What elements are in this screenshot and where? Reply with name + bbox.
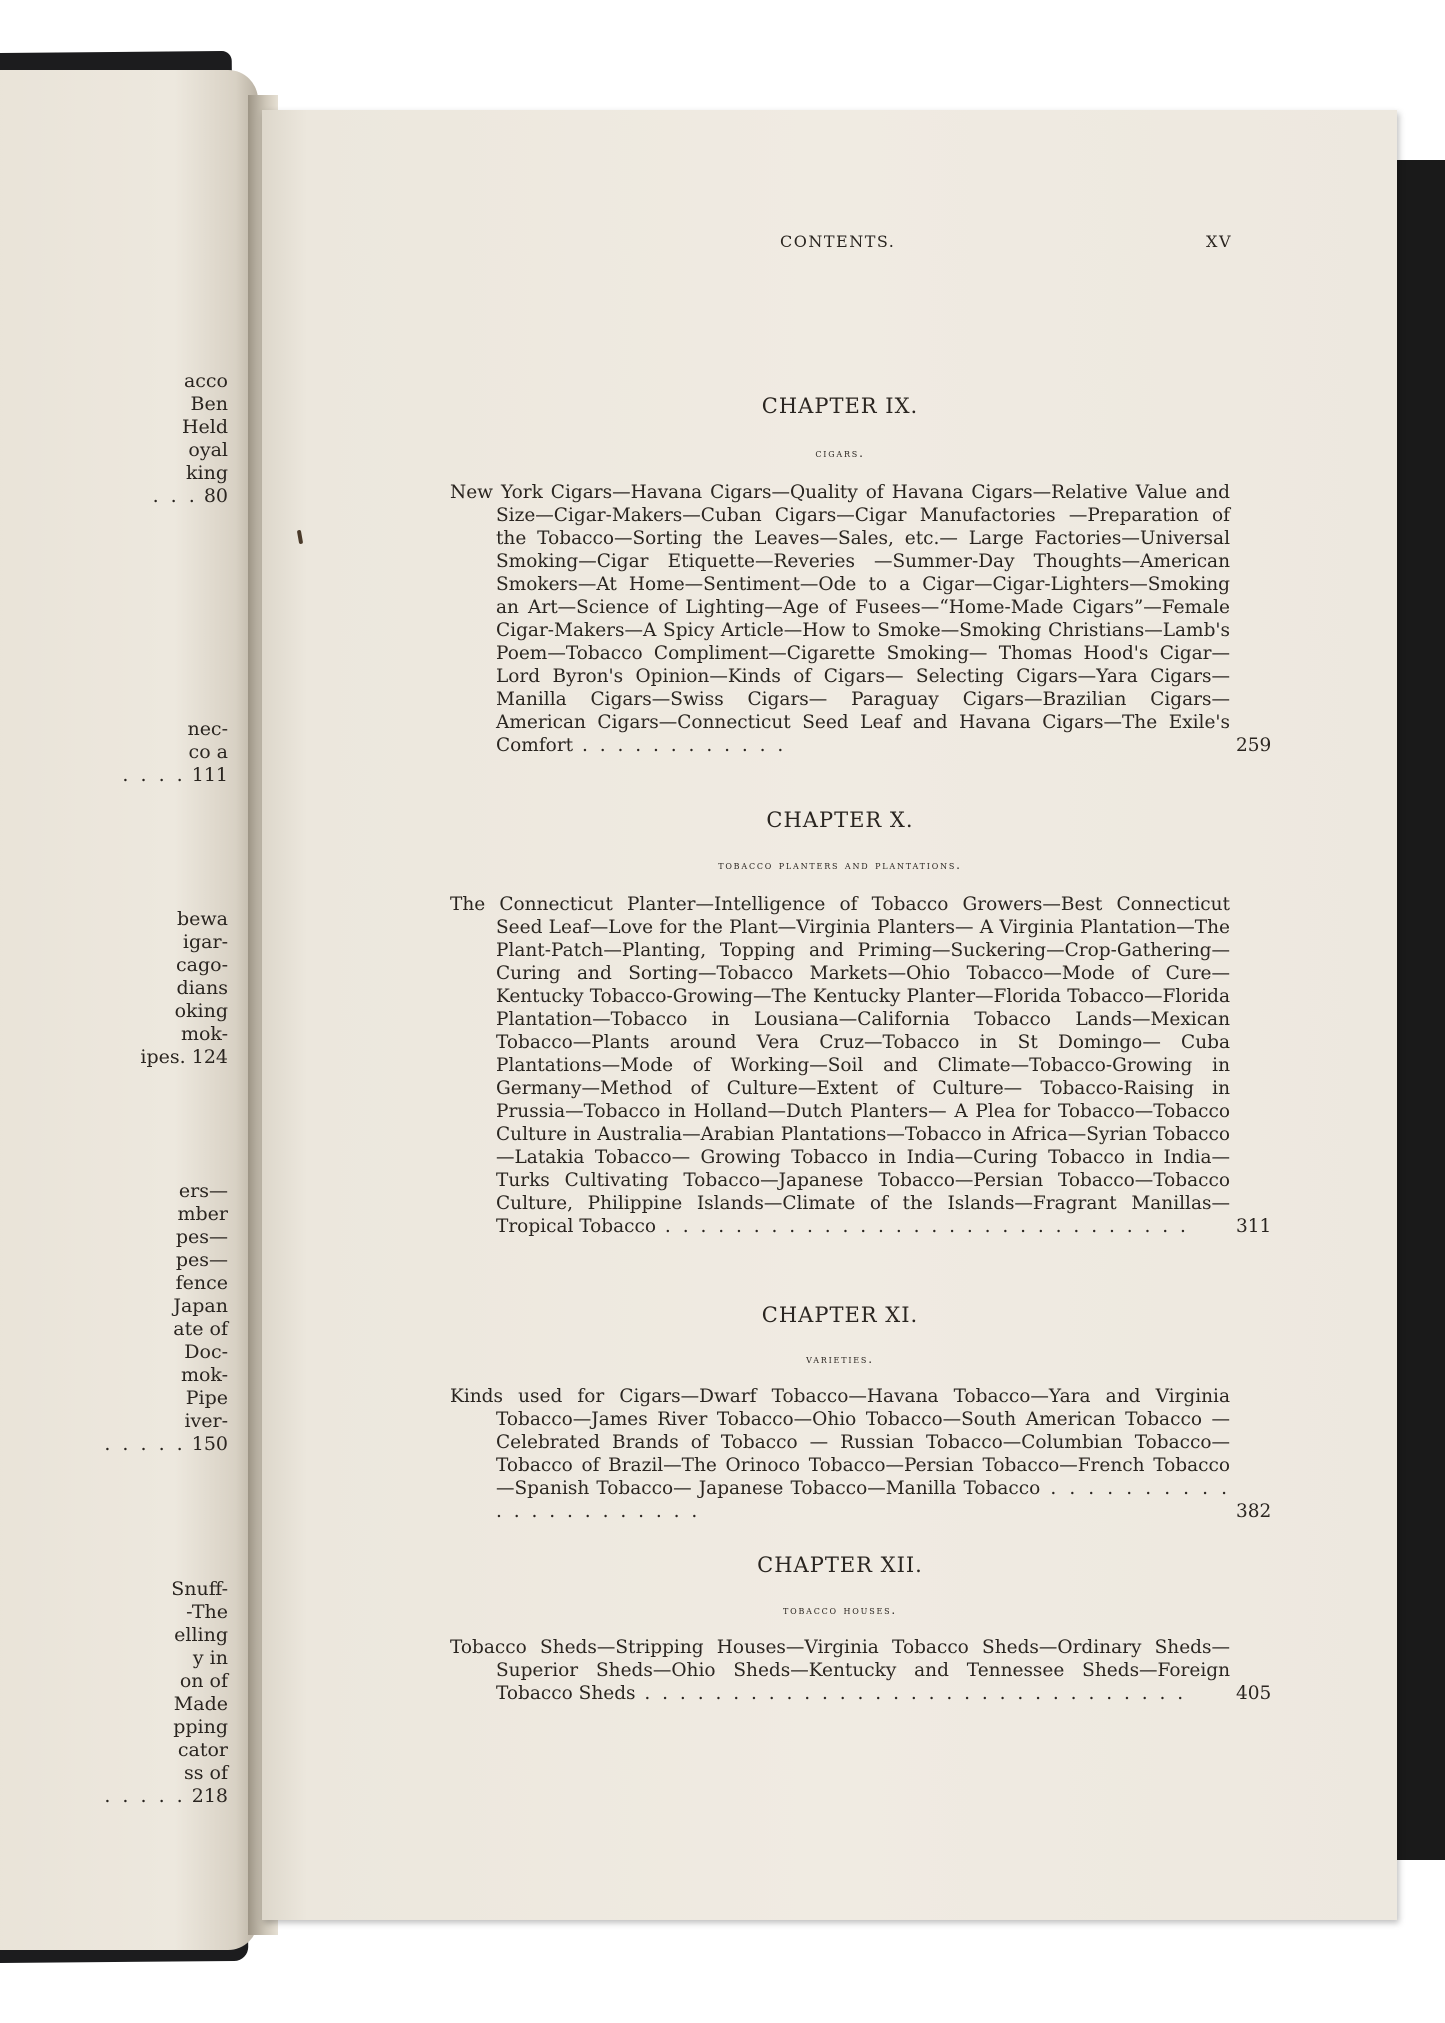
left-fragment-5: Snuff- -The elling y in on of Made pping cator ss of . . . . . 218 bbox=[104, 1578, 228, 1807]
chapter-entry: Tobacco Sheds—Stripping Houses—Virginia Tobacco Sheds—Ordinary Sheds—Superior Sheds—Ohio Sheds—Kentucky and Tennessee Sheds—Foreign Tobacco Sheds . . . . . . . . . . . . . . . . . . . . . . . . . . . . . . . bbox=[450, 1637, 1230, 1704]
chapter-title: CHAPTER XII. bbox=[757, 1553, 923, 1577]
left-fragment-2: nec- co a . . . . 111 bbox=[122, 718, 228, 786]
left-page-number: 218 bbox=[191, 1785, 228, 1807]
left-fragment-4: ers— mber pes— pes— fence Japan ate of Doc- mok- Pipe iver- . . . . . 150 bbox=[104, 1180, 228, 1455]
left-page bbox=[0, 70, 258, 1950]
running-head-title: CONTENTS. bbox=[780, 232, 896, 251]
chapter-subtitle: cigars. bbox=[815, 446, 865, 460]
chapter-subtitle: tobacco planters and plantations. bbox=[718, 858, 962, 872]
chapter-summary: Kinds used for Cigars—Dwarf Tobacco—Havana Tobacco—Yara and Virginia Tobacco—James River Tobacco—Ohio Tobacco—South American Tobacco — Celebrated Brands of Tobacco — Russian Tobacco—Columbian Tobacco—Tobacco of Brazil—The Orinoco Tobacco—Persian Tobacco—French Tobacco—Spanish Tobacco— Japanese Tobacco—Manilla Tobacco bbox=[450, 1386, 1230, 1499]
chapter-entry: New York Cigars—Havana Cigars—Quality of Havana Cigars—Relative Value and Size—Cigar-Makers—Cuban Cigars—Cigar Manufactories —Preparation of the Tobacco—Sorting the Leaves—Sales, etc.— Large Factories—Universal Smoking—Cigar Etiquette—Reveries —Summer-Day Thoughts—American Smokers—At Home—Sentiment—Ode to a Cigar—Cigar-Lighters—Smoking an Art—Science of Lighting—Age of Fusees—“Home-Made Cigars”—Female Cigar-Makers—A Spicy Article—How to Smoke—Smoking Christians—Lamb's Poem—Tobacco Compliment—Cigarette Smoking— Thomas Hood's Cigar—Lord Byron's Opinion—Kinds of Cigars— Selecting Cigars—Yara Cigars—Manilla Cigars—Swiss Cigars— Paraguay Cigars—Brazilian Cigars—American Cigars—Connecticut Seed Leaf and Havana Cigars—The Exile's Comfort . . . . . . . . . . . . bbox=[450, 482, 1230, 756]
book-cover-right bbox=[1395, 160, 1445, 1860]
chapter-subtitle: varieties. bbox=[806, 1352, 874, 1366]
left-fragment-1: acco Ben Held oyal king . . . 80 bbox=[152, 370, 228, 507]
running-head-page: XV bbox=[1206, 232, 1232, 251]
left-page-number: 111 bbox=[191, 764, 228, 786]
left-fragment-3: bewa igar- cago- dians oking mok- ipes. 124 bbox=[140, 908, 228, 1068]
left-page-number: 124 bbox=[191, 1046, 228, 1068]
left-page-number: 150 bbox=[191, 1433, 228, 1455]
chapter-title: CHAPTER IX. bbox=[761, 394, 919, 418]
chapter-entry: The Connecticut Planter—Intelligence of Tobacco Growers—Best Connecticut Seed Leaf—Love for the Plant—Virginia Planters— A Virginia Plantation—The Plant-Patch—Planting, Topping and Priming—Suckering—Crop-Gathering—Curing and Sorting—Tobacco Markets—Ohio Tobacco—Mode of Cure—Kentucky Tobacco-Growing—The Kentucky Planter—Florida Tobacco—Florida Plantation—Tobacco in Lousiana—California Tobacco Lands—Mexican Tobacco—Plants around Vera Cruz—Tobacco in St Domingo— Cuba Plantations—Mode of Working—Soil and Climate—Tobacco-Growing in Germany—Method of Culture—Extent of Culture— Tobacco-Raising in Prussia—Tobacco in Holland—Dutch Planters— A Plea for Tobacco—Tobacco Culture in Australia—Arabian Plantations—Tobacco in Africa—Syrian Tobacco—Latakia Tobacco— Growing Tobacco in India—Curing Tobacco in India—Turks Cultivating Tobacco—Japanese Tobacco—Persian Tobacco—Tobacco Culture, Philippine Islands—Climate of the Islands—Fragrant Manillas—Tropical Tobacco . . . . . . . . . . . . . . . . . . . . . . . . . . . . . . bbox=[450, 894, 1230, 1237]
chapter-summary: The Connecticut Planter—Intelligence of Tobacco Growers—Best Connecticut Seed Leaf—Love for the Plant—Virginia Planters— A Virginia Plantation—The Plant-Patch—Planting, Topping and Priming—Suckering—Crop-Gathering—Curing and Sorting—Tobacco Markets—Ohio Tobacco—Mode of Cure—Kentucky Tobacco-Growing—The Kentucky Planter—Florida Tobacco—Florida Plantation—Tobacco in Lousiana—California Tobacco Lands—Mexican Tobacco—Plants around Vera Cruz—Tobacco in St Domingo— Cuba Plantations—Mode of Working—Soil and Climate—Tobacco-Growing in Germany—Method of Culture—Extent of Culture— Tobacco-Raising in Prussia—Tobacco in Holland—Dutch Planters— A Plea for Tobacco—Tobacco Culture in Australia—Arabian Plantations—Tobacco in Africa—Syrian Tobacco—Latakia Tobacco— Growing Tobacco in India—Curing Tobacco in India—Turks Cultivating Tobacco—Japanese Tobacco—Persian Tobacco—Tobacco Culture, Philippine Islands—Climate of the Islands—Fragrant Manillas—Tropical Tobacco bbox=[450, 894, 1230, 1237]
left-page-number: 80 bbox=[203, 485, 228, 507]
chapter-title: CHAPTER XI. bbox=[761, 1303, 919, 1327]
chapter-title: CHAPTER X. bbox=[766, 808, 914, 832]
chapter-subtitle: tobacco houses. bbox=[782, 1603, 898, 1617]
chapter-entry: Kinds used for Cigars—Dwarf Tobacco—Havana Tobacco—Yara and Virginia Tobacco—James River Tobacco—Ohio Tobacco—South American Tobacco — Celebrated Brands of Tobacco — Russian Tobacco—Columbian Tobacco—Tobacco of Brazil—The Orinoco Tobacco—Persian Tobacco—French Tobacco—Spanish Tobacco— Japanese Tobacco—Manilla Tobacco . . . . . . . . . . . . . . . . . . . . . . bbox=[450, 1386, 1230, 1522]
chapter-summary: New York Cigars—Havana Cigars—Quality of Havana Cigars—Relative Value and Size—Cigar-Makers—Cuban Cigars—Cigar Manufactories —Preparation of the Tobacco—Sorting the Leaves—Sales, etc.— Large Factories—Universal Smoking—Cigar Etiquette—Reveries —Summer-Day Thoughts—American Smokers—At Home—Sentiment—Ode to a Cigar—Cigar-Lighters—Smoking an Art—Science of Lighting—Age of Fusees—“Home-Made Cigars”—Female Cigar-Makers—A Spicy Article—How to Smoke—Smoking Christians—Lamb's Poem—Tobacco Compliment—Cigarette Smoking— Thomas Hood's Cigar—Lord Byron's Opinion—Kinds of Cigars— Selecting Cigars—Yara Cigars—Manilla Cigars—Swiss Cigars— Paraguay Cigars—Brazilian Cigars—American Cigars—Connecticut Seed Leaf and Havana Cigars—The Exile's Comfort bbox=[450, 482, 1230, 756]
chapter-summary: Tobacco Sheds—Stripping Houses—Virginia Tobacco Sheds—Ordinary Sheds—Superior Sheds—Ohio Sheds—Kentucky and Tennessee Sheds—Foreign Tobacco Sheds bbox=[450, 1637, 1230, 1704]
